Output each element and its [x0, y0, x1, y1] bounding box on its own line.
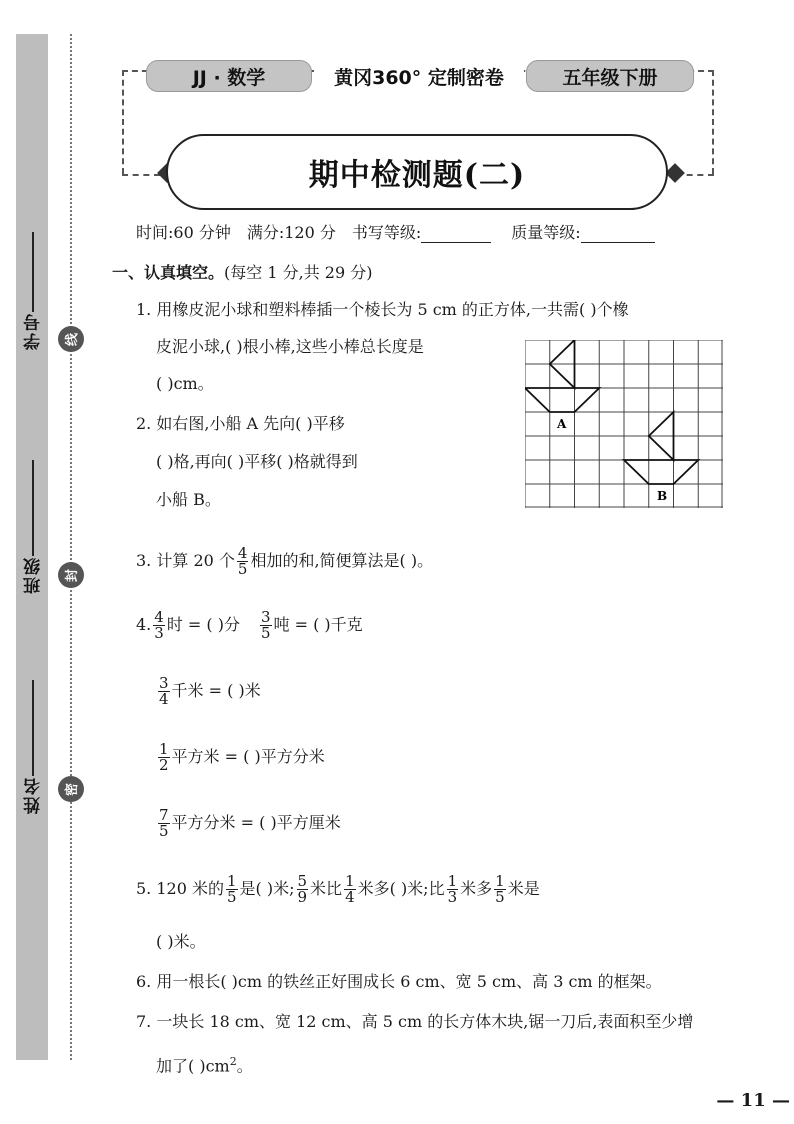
q3-line: 3. 计算 20 个 $\frac{4}{5}$ 相加的和,简便算法是( )。 [136, 544, 434, 578]
writing-grade-blank[interactable] [421, 225, 491, 243]
subject-pill: JJ · 数学 [146, 60, 312, 92]
boat-b-label: B [657, 489, 668, 503]
exam-title: 期中检测题(二) [166, 134, 668, 210]
section-heading: 一、认真填空。(每空 1 分,共 29 分) [112, 263, 373, 282]
boat-b [624, 412, 698, 484]
q5-line1: 5. 120 米的 $\frac{1}{5}$ 是( )米; $\frac{5}{9}$ 米比 $\frac{1}{4}$ 米多( )米;比 $\frac{1}{3}$ 米多 $\frac{1}{5}$ 米是 [136, 872, 540, 906]
name-label: 姓名 [23, 776, 44, 814]
series-title: 黄冈360° 定制密卷 [314, 60, 524, 92]
q4-line3: $\frac{1}{2}$ 平方米 = ( )平方分米 [159, 740, 325, 774]
grid-lines [525, 340, 723, 508]
exam-info-row [136, 220, 655, 243]
full-score: 满分:120 分 [246, 223, 336, 242]
q6-line: 6. 用一根长( )cm 的铁丝正好围成长 6 cm、宽 5 cm、高 3 cm 的框架。 [136, 972, 662, 991]
boat-grid-figure [525, 340, 723, 508]
name-field[interactable] [18, 680, 48, 814]
q2-line3: 小船 B。 [156, 490, 221, 509]
q1-line1: 1. 用橡皮泥小球和塑料棒插一个棱长为 5 cm 的正方体,一共需( )个橡 [136, 300, 629, 319]
q3-fraction: $\frac{4}{5}$ [237, 544, 248, 578]
q4-line2: $\frac{3}{4}$ 千米 = ( )米 [159, 674, 261, 708]
seal-secret: 密 [58, 776, 84, 802]
boat-a-label: A [557, 417, 567, 431]
quality-grade-label: 质量等级: [511, 223, 581, 242]
q4-line1: 4. $\frac{4}{3}$ 时 = ( )分 $\frac{3}{5}$ 吨 = ( )千克 [136, 608, 363, 642]
q1-line3: ( )cm。 [156, 374, 214, 393]
seal-seal: 封 [58, 562, 84, 588]
q2-line1: 2. 如右图,小船 A 先向( )平移 [136, 414, 345, 433]
student-id-label: 学号 [23, 312, 44, 350]
writing-grade-label: 书写等级: [351, 223, 422, 242]
q2-line2: ( )格,再向( )平移( )格就得到 [156, 452, 358, 471]
class-label: 班级 [23, 556, 44, 594]
quality-grade-blank[interactable] [581, 225, 655, 243]
cut-line [70, 34, 72, 1060]
student-id-field[interactable] [18, 232, 48, 350]
page-number: — 11 — [716, 1090, 790, 1111]
section-score-note: (每空 1 分,共 29 分) [224, 263, 373, 282]
time-limit: 时间:60 分钟 [136, 223, 231, 242]
seal-line: 线 [58, 326, 84, 352]
q4-line4: $\frac{7}{5}$ 平方分米 = ( )平方厘米 [159, 806, 341, 840]
class-field[interactable] [18, 460, 48, 594]
grade-pill: 五年级下册 [526, 60, 694, 92]
q7-line1: 7. 一块长 18 cm、宽 12 cm、高 5 cm 的长方体木块,锯一刀后,表面积至少增 [136, 1012, 694, 1031]
q1-line2: 皮泥小球,( )根小棒,这些小棒总长度是 [156, 337, 424, 356]
q5-line2: ( )米。 [156, 932, 206, 951]
q7-line2: 加了( )$cm^2$。 [156, 1055, 253, 1076]
boat-a [525, 340, 599, 412]
